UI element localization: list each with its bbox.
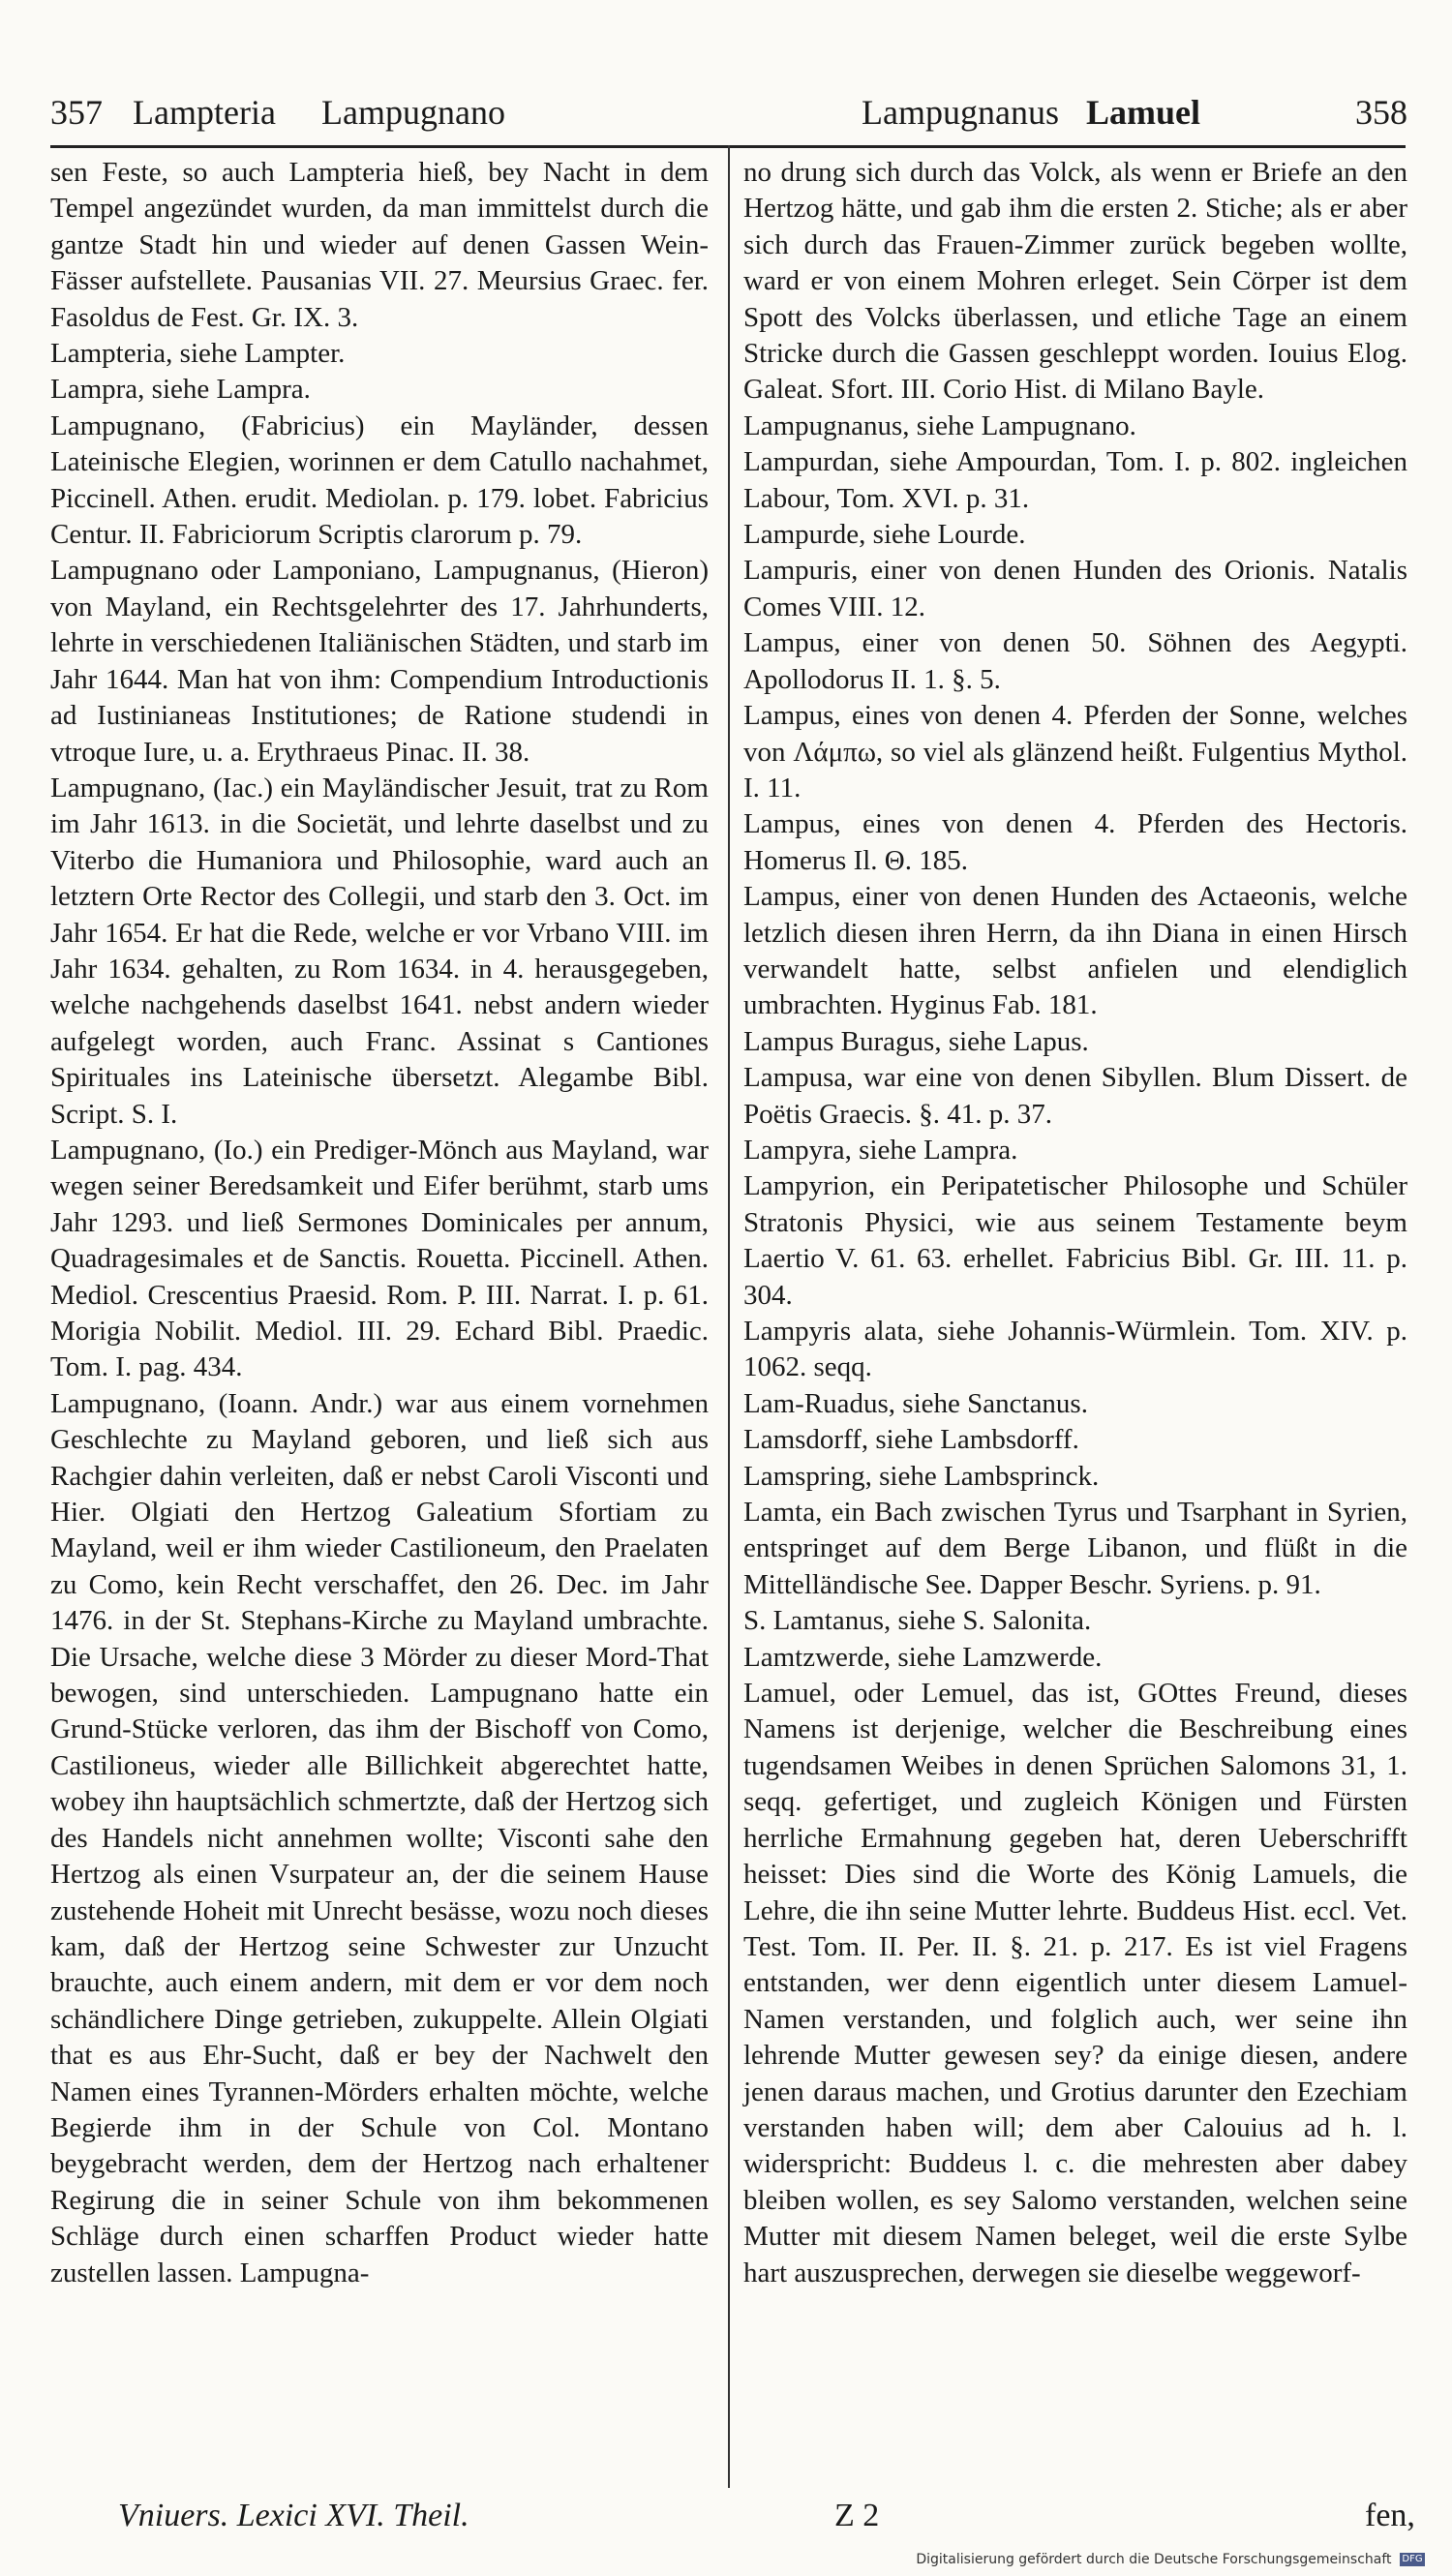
header-left-word-2: Lampugnano [321,93,505,132]
page-number-left: 357 [50,93,103,132]
page-footer [50,2498,1415,2546]
entry-lampugnano-continued: no drung sich durch das Volck, als wenn er Briefe an den Hertzog hätte, und gab ihm die ersten 2. Stiche; als er aber sich durch das Frauen-Zimmer zurück begeben wollte, ward er von einem Mohren erleget. Sein Cörper ist dem Spott des Volcks überlassen, und etliche Tage an einem Stricke durch die Gassen geschleppt worden. Iouius Elog. Galeat. Sfort. III. Corio Hist. di Milano Bayle. [743,157,1407,406]
column-divider [728,145,730,2488]
dfg-logo-icon: DFG [1400,2553,1425,2566]
entry-lampus-2: Lampus, eines von denen 4. Pferden der Sonne, welches von Λάμπω, so viel als glänzend heißt. Fulgentius Mythol. I. 11. [743,700,1407,803]
entry-lampugnano-fabricius: Lampugnano, (Fabricius) ein Mayländer, dessen Lateinische Elegien, worinnen er dem Catullo nachahmet, Piccinell. Athen. erudit. Mediolan. p. 179. lobet. Fabricius Centur. II. Fabriciorum Scriptis clarorum p. 79. [50,409,709,551]
entry-lamsdorff: Lamsdorff, siehe Lambsdorff. [743,1424,1079,1456]
entry-lampyrion: Lampyrion, ein Peripatetischer Philosophe und Schüler Stratonis Physici, wie aus seinem Testamente beym Laertio V. 61. 63. erhellet. Fabricius Bibl. Gr. III. 11. p. 304. [743,1170,1407,1311]
entry-lamuel: Lamuel, oder Lemuel, das ist, GOttes Freund, dieses Namens ist derjenige, welcher die Beschreibung eines tugendsamen Weibes in denen Sprüchen Salomons 31, 1. seqq. gefertiget, und zugleich Königen und Fürsten herrliche Ermahnung gegeben hat, deren Ueberschrifft heisset: Dies sind die Worte des König Lamuels, die Lehre, die ihn seine Mutter lehrte. Buddeus Hist. eccl. Vet. Test. Tom. II. Per. II. §. 21. p. 217. Es ist viel Fragens entstanden, wer denn eigentlich unter diesem Lamuel-Namen verstanden, und folglich auch, wer seine ihn lehrende Mutter gewesen sey? da einige diesen, andere jenen daraus machen, und Grotius darunter den Ezechiam verstanden haben will; dem aber Calouius ad h. l. widerspricht: Buddeus l. c. die mehresten aber dabey bleiben wollen, es sey Salomo verstanden, welchen seine Mutter mit diesem Namen beleget, weil die erste Sylbe hart auszusprechen, derwegen sie dieselbe weggeworf- [743,1678,1407,2288]
entry-lampteria: Lampteria, siehe Lampter. [50,338,346,370]
entry-lampra: Lampra, siehe Lampra. [50,374,311,406]
entry-lampugnano-io: Lampugnano, (Io.) ein Prediger-Mönch aus Mayland, war wegen seiner Beredsamkeit und Eifer berühmt, starb ums Jahr 1293. und ließ Sermones Dominicales per annum, Quadragesimales et de Sanctis. Rouetta. Piccinell. Athen. Mediol. Crescentius Praesid. Rom. P. III. Narrat. I. p. 61. Morigia Nobilit. Mediol. III. 29. Echard Bibl. Praedic. Tom. I. pag. 434. [50,1134,709,1383]
entry-lampus-3: Lampus, eines von denen 4. Pferden des Hectoris. Homerus Il. Θ. 185. [743,808,1407,876]
digitization-credit [916,2552,1425,2567]
right-column [743,155,1407,2291]
entry-lampugnano-iac: Lampugnano, (Iac.) ein Mayländischer Jesuit, trat zu Rom im Jahr 1613. in die Societät, und lehrte daselbst und zu Viterbo die Humaniora und Philosophie, ward auch an letztern Orte Rector des Collegii, und starb den 3. Oct. im Jahr 1654. Er hat die Rede, welche er vor Vrbano VIII. im Jahr 1634. gehalten, zu Rom 1634. in 4. herausgegeben, welche nachgehends daselbst 1641. nebst andern wieder aufgelegt worden, auch Franc. Assinat s Cantiones Spirituales ins Lateinische übersetzt. Alegambe Bibl. Script. S. I. [50,772,709,1130]
entry-lampurde: Lampurde, siehe Lourde. [743,519,1026,551]
entry-lampyra: Lampyra, siehe Lampra. [743,1134,1018,1166]
entry-lampus-4: Lampus, einer von denen Hunden des Actaeonis, welche letzlich diesen ihren Herrn, da ihn Diana in einen Hirsch verwandelt hatte, selbst anfielen und elendiglich umbrachten. Hyginus Fab. 181. [743,881,1407,1021]
entry-lampugnano-ioann-andr: Lampugnano, (Ioann. Andr.) war aus einem vornehmen Geschlechte zu Mayland geboren, und ließ sich aus Rachgier dahin verleiten, daß er nebst Caroli Visconti und Hier. Olgiati den Hertzog Galeatium Sfortiam zu Mayland, weil er ihm wieder Castilioneum, den Praelaten zu Como, kein Recht verschaffet, den 26. Dec. im Jahr 1476. in der St. Stephans-Kirche zu Mayland umbrachte. Die Ursache, welche diese 3 Mörder zu dieser Mord-That bewogen, sind unterschieden. Lampugnano hatte ein Grund-Stücke verloren, das ihm der Bischoff von Como, Castilioneus, wieder alle Billichkeit abgerechtet hatte, wobey ihn hauptsächlich schmertzte, daß der Hertzog sich des Handels nicht annehmen wollte; Visconti sahe den Hertzog als einen Vsurpateur an, der die seinem Hause zustehende Hoheit mit Unrecht besässe, wozu noch dieses kam, daß der Hertzog seine Schwester zur Unzucht brauchte, auch einem andern, mit dem er vor dem noch schändlichere Dinge getrieben, zukuppelte. Allein Olgiati that es aus Ehr-Sucht, daß er bey der Nachwelt den Namen eines Tyrannen-Mörders erhalten möchte, welche Begierde ihm in der Schule von Col. Montano beygebracht werden, dem der Hertzog nach erhaltener Regirung die in seiner Schule von ihm bekommenen Schläge durch einen scharffen Product wieder hatte zustellen lassen. Lampugna- [50,1387,709,2288]
entry-lamtanus: S. Lamtanus, siehe S. Salonita. [743,1605,1092,1637]
entry-lamspring: Lamspring, siehe Lambsprinck. [743,1460,1100,1492]
left-column [50,155,709,2291]
entry-lampyris-alata: Lampyris alata, siehe Johannis-Würmlein. Tom. XIV. p. 1062. seqq. [743,1316,1407,1383]
entry-lampuris: Lampuris, einer von denen Hunden des Orionis. Natalis Comes VIII. 12. [743,555,1407,622]
header-left-word-1: Lampteria [133,93,276,132]
entry-lampteria-continued: sen Feste, so auch Lampteria hieß, bey Nacht in dem Tempel angezündet wurden, da man immittelst durch die gantze Stadt hin und wieder auf denen Gassen Wein-Fässer aufstellete. Pausanias VII. 27. Meursius Graec. fer. Fasoldus de Fest. Gr. IX. 3. [50,157,709,333]
footer-signature: Z 2 [834,2498,880,2533]
entry-lampusa: Lampusa, war eine von denen Sibyllen. Blum Dissert. de Poëtis Graecis. §. 41. p. 37. [743,1062,1407,1130]
footer-volume: Vniuers. Lexici XVI. Theil. [118,2498,469,2533]
footer-catchword: fen, [1365,2498,1415,2533]
page-number-right: 358 [1355,93,1407,132]
entry-lampus-1: Lampus, einer von denen 50. Söhnen des Aegypti. Apollodorus II. 1. §. 5. [743,627,1407,695]
entry-lampus-buragus: Lampus Buragus, siehe Lapus. [743,1025,1089,1057]
entry-lamta: Lamta, ein Bach zwischen Tyrus und Tsarphant in Syrien, entspringet auf dem Berge Libanon, und flüßt in die Mittelländische See. Dapper Beschr. Syriens. p. 91. [743,1497,1407,1600]
credit-text: Digitalisierung gefördert durch die Deutsche Forschungsgemeinschaft [916,2552,1392,2567]
entry-lamtzwerde: Lamtzwerde, siehe Lamzwerde. [743,1641,1103,1673]
header-right-word-1: Lampugnanus [862,93,1059,132]
entry-lam-ruadus: Lam-Ruadus, siehe Sanctanus. [743,1387,1088,1419]
header-right-word-2: Lamuel [1086,93,1201,132]
entry-lampugnano-hieron: Lampugnano oder Lamponiano, Lampugnanus, (Hieron) von Mayland, ein Rechtsgelehrter des 17. Jahrhunderts, lehrte in verschiedenen Italiänischen Städten, und starb im Jahr 1644. Man hat von ihm: Compendium Introductionis ad Iustinianeas Institutiones; de Ratione studendi in vtroque Iure, u. a. Erythraeus Pinac. II. 38. [50,555,709,768]
entry-lampugnanus: Lampugnanus, siehe Lampugnano. [743,409,1136,441]
entry-lampurdan: Lampurdan, siehe Ampourdan, Tom. I. p. 802. ingleichen Labour, Tom. XVI. p. 31. [743,446,1407,514]
running-header [50,92,1406,140]
